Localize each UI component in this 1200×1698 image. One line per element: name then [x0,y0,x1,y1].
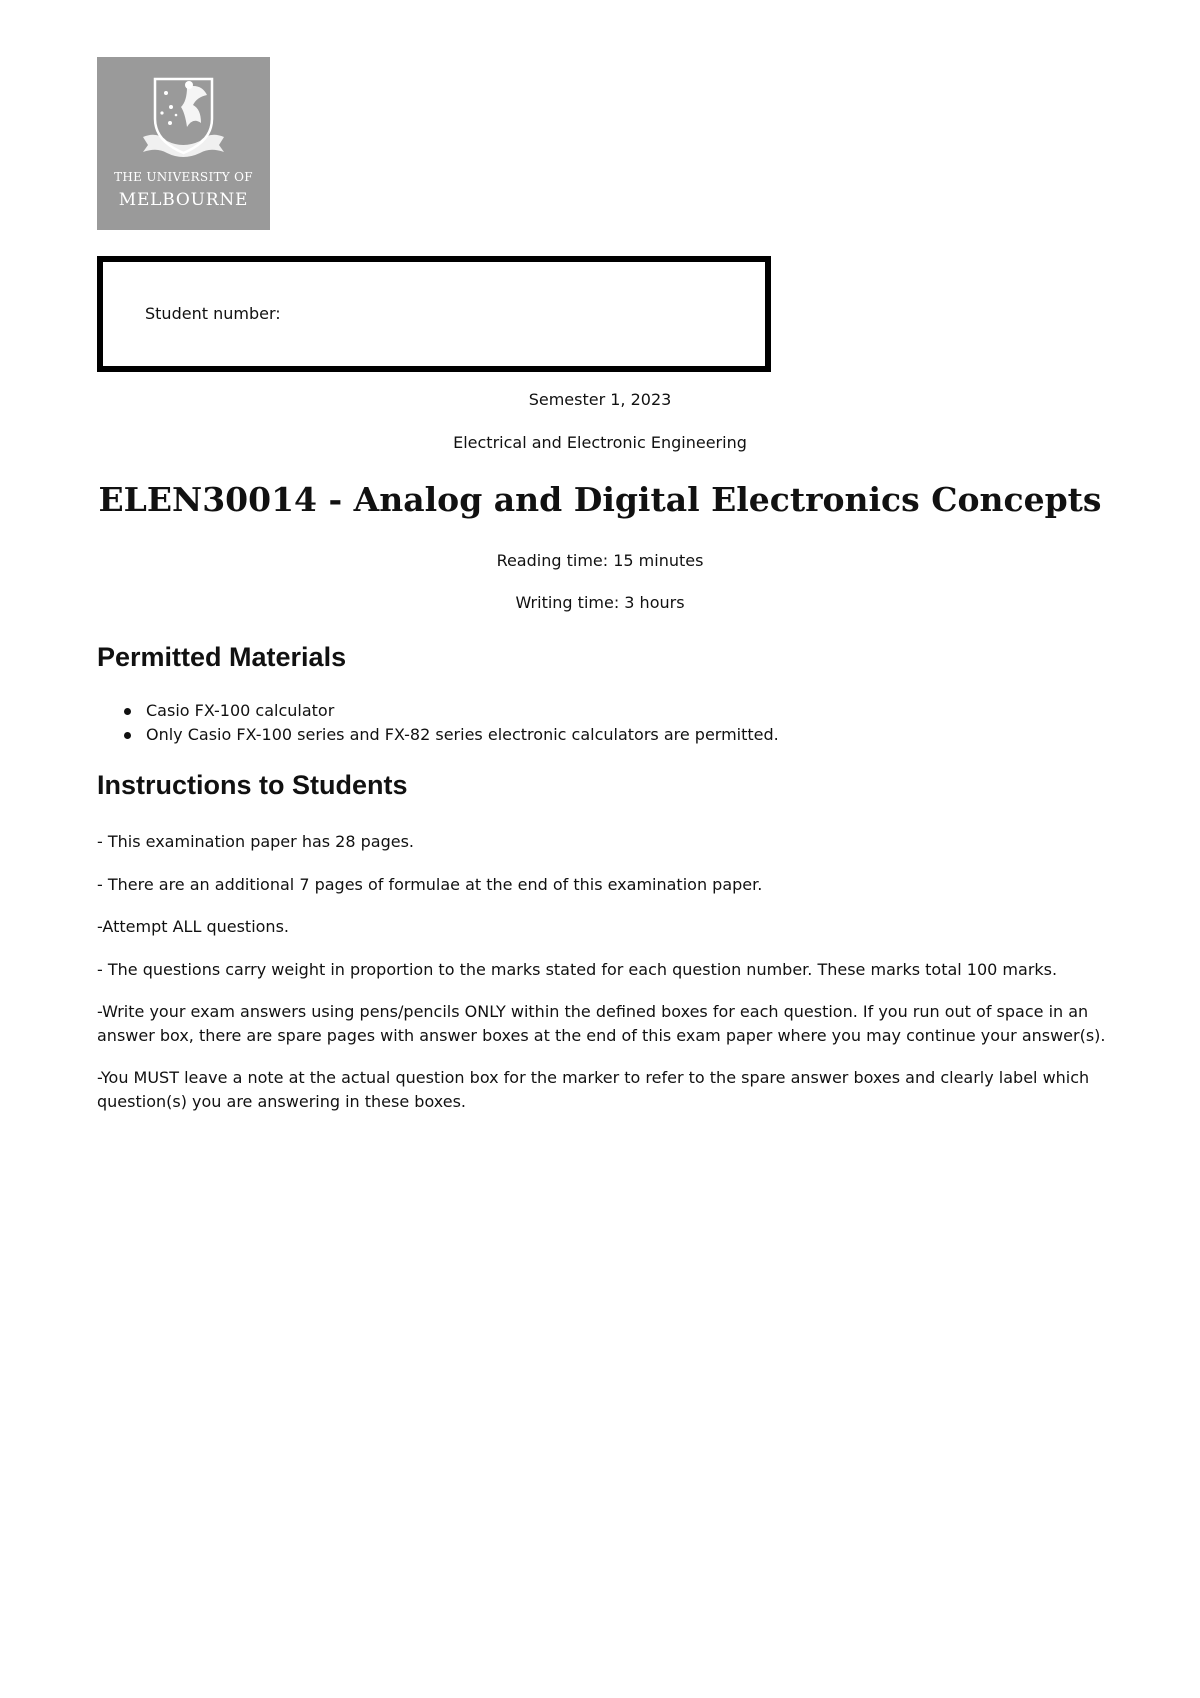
permitted-materials-list [97,699,779,747]
logo-text-line1: THE UNIVERSITY OF [114,170,253,184]
university-crest-icon [97,57,270,167]
instruction-paragraph: - This examination paper has 28 pages. [97,832,415,851]
permitted-materials-heading: Permitted Materials [97,642,347,672]
instruction-paragraph: -You MUST leave a note at the actual question box for the marker to refer to the spare answer boxes and clearly label which question(s) you are answering in these boxes. [97,1068,1090,1111]
writing-time-text: Writing time: 3 hours [515,593,685,612]
instructions-body [97,830,1117,1132]
list-item-text: Only Casio FX-100 series and FX-82 series electronic calculators are permitted. [146,725,779,744]
list-item [97,699,779,723]
university-logo [97,57,270,230]
bullet-icon [124,708,131,715]
instruction-paragraph: - There are an additional 7 pages of formulae at the end of this examination paper. [97,874,763,894]
list-item [97,723,779,747]
department-text: Electrical and Electronic Engineering [453,433,747,452]
semester-text: Semester 1, 2023 [528,390,672,409]
course-title: ELEN30014 - Analog and Digital Electronics Concepts [98,480,1102,519]
student-number-label: Student number: [145,304,281,323]
instruction-paragraph: - The questions carry weight in proportion to the marks stated for each question number. These marks total 100 marks. [97,959,1058,979]
bullet-icon [124,732,131,739]
instruction-paragraph: -Write your exam answers using pens/pencils ONLY within the defined boxes for each question. If you run out of space in an answer box, there are spare pages with answer boxes at the end of this exam paper where you may continue your answer(s). [97,1002,1106,1045]
student-number-box [97,256,771,372]
instruction-paragraph: -Attempt ALL questions. [97,917,289,936]
logo-text-line2: MELBOURNE [118,190,249,210]
list-item-text: Casio FX-100 calculator [146,701,335,720]
reading-time-text: Reading time: 15 minutes [496,551,704,570]
instructions-heading: Instructions to Students [97,770,408,800]
